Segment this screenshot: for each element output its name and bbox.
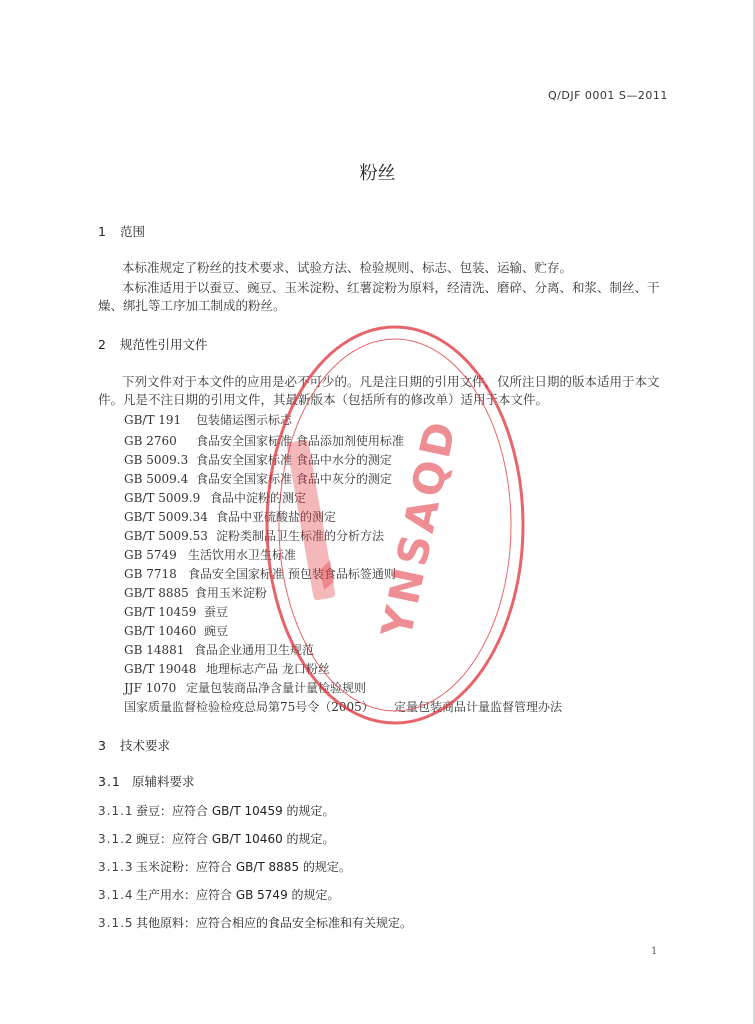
section-title: 范围 (120, 224, 146, 239)
reference-code: GB/T 5009.34 (124, 510, 208, 524)
reference-code: JJF 1070 (124, 681, 177, 695)
scope-paragraph-1: 本标准规定了粉丝的技术要求、试验方法、检验规则、标志、包装、运输、贮存。 (122, 260, 573, 275)
section-number: 1 (98, 224, 106, 239)
reference-title: 包装储运图示标志 (196, 413, 293, 427)
subsection-3-1-heading (98, 772, 195, 790)
reference-title: 食品安全国家标准 食品添加剂使用标准 (196, 434, 404, 448)
clause-number: 3.1.4 (98, 888, 134, 902)
reference-code: GB 14881 (124, 643, 185, 657)
reference-title: 生活饮用水卫生标准 (188, 548, 297, 562)
reference-title: 豌豆 (204, 624, 229, 638)
clause-number: 3.1.5 (98, 916, 134, 930)
clause-item (98, 886, 340, 903)
scope-paragraph-2-line-2: 燥、绑扎等工序加工制成的粉丝。 (98, 298, 286, 313)
reference-title: 食品安全国家标准 预包装食品标签通则 (188, 567, 396, 581)
section-number: 2 (98, 337, 106, 352)
reference-code: GB/T 8885 (124, 586, 189, 600)
reference-title: 定量包装商品计量监督管理办法 (394, 700, 563, 714)
clause-text: 豌豆：应符合 GB/T 10460 的规定。 (136, 832, 335, 846)
reference-code: GB/T 191 (124, 413, 182, 427)
reference-title: 食品中亚硫酸盐的测定 (216, 510, 337, 524)
scope-paragraph-2-line-1: 本标准适用于以蚕豆、豌豆、玉米淀粉、红薯淀粉为原料，经清洗、磨碎、分离、和浆、制丝、干 (122, 280, 660, 295)
standard-code: Q/DJF 0001 S—2011 (548, 89, 668, 102)
clause-text: 其他原料：应符合相应的食品安全标准和有关规定。 (136, 916, 413, 930)
section-1-heading (98, 222, 145, 240)
section-title: 技术要求 (120, 738, 171, 753)
section-title: 规范性引用文件 (120, 337, 208, 352)
reference-code: GB 5009.4 (124, 472, 189, 486)
reference-code: GB/T 10460 (124, 624, 197, 638)
section-3-heading (98, 736, 170, 754)
reference-code: GB 2760 (124, 434, 177, 448)
clause-text: 蚕豆：应符合 GB/T 10459 的规定。 (136, 804, 335, 818)
reference-code: GB 7718 (124, 567, 177, 581)
reference-code: GB/T 5009.53 (124, 529, 208, 543)
section-2-heading (98, 335, 208, 353)
reference-code: GB/T 5009.9 (124, 491, 201, 505)
reference-title: 食品安全国家标准 食品中水分的测定 (196, 453, 392, 467)
clause-item (98, 802, 335, 819)
reference-item (124, 603, 228, 620)
seal-letters: YNSAQD (371, 413, 467, 643)
reference-title: 淀粉类制品卫生标准的分析方法 (216, 529, 385, 543)
clause-item (98, 914, 412, 931)
section-number: 3 (98, 738, 106, 753)
reference-title: 食品企业通用卫生规范 (194, 643, 315, 657)
reference-title: 定量包装商品净含量计量检验规则 (186, 681, 367, 695)
clause-text: 玉米淀粉：应符合 GB/T 8885 的规定。 (136, 860, 351, 874)
reference-code: 国家质量监督检验检疫总局第75号令（2005） (124, 700, 374, 714)
reference-title: 食品中淀粉的测定 (210, 491, 307, 505)
clause-number: 3.1.3 (98, 860, 134, 874)
reference-title: 食品安全国家标准 食品中灰分的测定 (196, 472, 392, 486)
subsection-title: 原辅料要求 (132, 774, 195, 789)
reference-item (124, 584, 267, 601)
references-intro-line-1: 下列文件对于本文件的应用是必不可少的。凡是注日期的引用文件，仅所注日期的版本适用于本文 (122, 374, 660, 389)
reference-title: 食用玉米淀粉 (194, 586, 267, 600)
subsection-number: 3.1 (98, 774, 121, 789)
references-intro-line-2: 件。凡是不注日期的引用文件，其最新版本（包括所有的修改单）适用于本文件。 (98, 392, 549, 407)
reference-code: GB/T 19048 (124, 662, 197, 676)
reference-item (124, 622, 228, 639)
reference-code: GB 5749 (124, 548, 177, 562)
document-title: 粉丝 (359, 163, 396, 184)
registration-seal (260, 320, 530, 730)
reference-title: 蚕豆 (204, 605, 229, 619)
reference-title: 地理标志产品 龙口粉丝 (206, 662, 330, 676)
reference-code: GB/T 10459 (124, 605, 197, 619)
clause-number: 3.1.2 (98, 832, 134, 846)
reference-code: GB 5009.3 (124, 453, 189, 467)
clause-number: 3.1.1 (98, 804, 134, 818)
page-number: 1 (651, 946, 658, 957)
clause-item (98, 858, 351, 875)
clause-text: 生产用水：应符合 GB 5749 的规定。 (136, 888, 340, 902)
clause-item (98, 830, 335, 847)
